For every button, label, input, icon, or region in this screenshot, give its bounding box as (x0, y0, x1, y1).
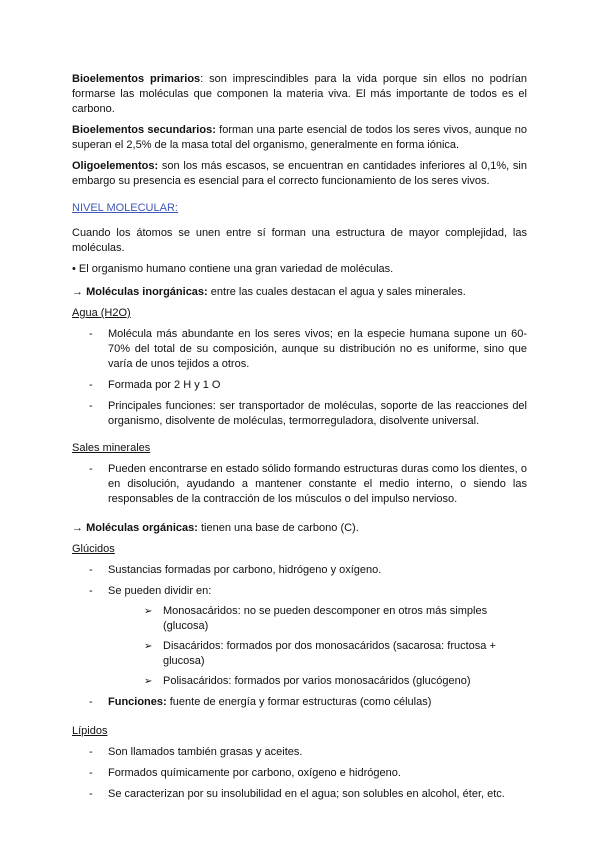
dash-icon: - (89, 767, 93, 779)
dash-icon: - (89, 746, 93, 758)
list-item (72, 766, 527, 781)
list-item-text: Se caracterizan por su insolubilidad en el agua; son solubles en alcohol, éter, etc. (108, 788, 505, 800)
list-item-text: Formados químicamente por carbono, oxígeno e hidrógeno. (108, 767, 401, 779)
definition-text: son los más escasos, se encuentran en cantidades inferiores al 0,1%, sin embargo su presencia es esencial para el correcto funcionamiento de los seres vivos. (72, 160, 527, 187)
dash-icon: - (89, 788, 93, 800)
list-item (72, 399, 527, 429)
list-item (72, 462, 527, 507)
paragraph-bioelementos-secundarios (72, 123, 527, 153)
sub-list-item (108, 674, 527, 689)
list-item-text: Molécula más abundante en los seres vivos; en la especie humana supone un 60-70% del total de su composición, aunque su distribución no es uniforme, sino que varía de unos tejidos a otros. (108, 328, 527, 370)
sub-list-item-text: Monosacáridos: no se pueden descomponer en otros más simples (glucosa) (163, 605, 488, 632)
term-moleculas-organicas: Moléculas orgánicas: (86, 522, 198, 534)
sub-list-item-text: Disacáridos: formados por dos monosacáridos (sacarosa: fructosa + glucosa) (163, 640, 496, 667)
paragraph-moleculas-inorganicas (72, 285, 527, 300)
list-item (72, 745, 527, 760)
dash-icon: - (89, 379, 93, 391)
dash-icon: - (89, 463, 93, 475)
list-item-text: Son llamados también grasas y aceites. (108, 746, 303, 758)
sub-list-item (108, 639, 527, 669)
agua-list (72, 327, 527, 429)
arrowhead-icon: ➢ (144, 641, 153, 652)
dash-icon: - (89, 564, 93, 576)
paragraph-nivel-molecular-intro: Cuando los átomos se unen entre sí forman una estructura de mayor complejidad, las moléculas. (72, 227, 527, 254)
dash-icon: - (89, 400, 93, 412)
term-funciones: Funciones: (108, 696, 167, 708)
list-item (72, 327, 527, 372)
definition-text: forman una parte esencial de todos los seres vivos, aunque no superan el 2,5% de la masa total del organismo, generalmente en forma iónica. (72, 124, 527, 151)
definition-text: entre las cuales destacan el agua y sales minerales. (207, 286, 466, 298)
sales-list (72, 462, 527, 507)
dash-icon: - (89, 585, 93, 597)
sub-list-item (108, 604, 527, 634)
heading-agua: Agua (H2O) (72, 307, 131, 319)
arrowhead-icon: ➢ (144, 676, 153, 687)
term-bioelementos-secundarios: Bioelementos secundarios: (72, 124, 216, 136)
list-item (72, 787, 527, 802)
document-page (72, 72, 527, 808)
sub-list-item-text: Polisacáridos: formados por varios monosacáridos (glucógeno) (163, 675, 471, 687)
list-item-text: Formada por 2 H y 1 O (108, 379, 221, 391)
paragraph-bioelementos-primarios (72, 72, 527, 117)
list-item-text: Principales funciones: ser transportador de moléculas, soporte de las reacciones del organismo, disolvente de moléculas, termorreguladora, disolvente universal. (108, 400, 527, 427)
term-oligoelementos: Oligoelementos: (72, 160, 159, 172)
list-item-text: fuente de energía y formar estructuras (como células) (166, 696, 432, 708)
term-bioelementos-primarios: Bioelementos primarios (72, 73, 201, 85)
paragraph-moleculas-organicas (72, 521, 527, 536)
list-item-text: Se pueden dividir en: (108, 585, 212, 597)
heading-sales-minerales: Sales minerales (72, 442, 151, 454)
definition-text: : son imprescindibles para la vida porque sin ellos no podrían formarse las moléculas que componen la materia viva. El más importante de todos es el carbono. (72, 73, 527, 115)
term-moleculas-inorganicas: Moléculas inorgánicas: (86, 286, 208, 298)
definition-text: tienen una base de carbono (C). (197, 522, 359, 534)
glucidos-list (72, 563, 527, 710)
arrowhead-icon: ➢ (144, 606, 153, 617)
glucidos-sublist (108, 604, 527, 689)
paragraph-oligoelementos (72, 159, 527, 189)
list-item (72, 584, 527, 689)
list-item-text: Sustancias formadas por carbono, hidrógeno y oxígeno. (108, 564, 382, 576)
list-item-text: Pueden encontrarse en estado sólido formando estructuras duras como los dientes, o en disolución, ayudando a mantener constante el medio interno, o siendo las responsables de la contracción de los músculos o del impulso nervioso. (108, 463, 527, 505)
arrow-icon: → (72, 286, 83, 298)
heading-nivel-molecular: NIVEL MOLECULAR: (72, 202, 178, 214)
list-item (72, 695, 527, 710)
list-item (72, 563, 527, 578)
dash-icon: - (89, 696, 93, 708)
list-item (72, 378, 527, 393)
bullet-organismo-humano: • El organismo humano contiene una gran variedad de moléculas. (72, 263, 394, 275)
lipidos-list (72, 745, 527, 802)
heading-glucidos: Glúcidos (72, 543, 115, 555)
arrow-icon: → (72, 522, 83, 534)
heading-lipidos: Lípidos (72, 725, 108, 737)
dash-icon: - (89, 328, 93, 340)
